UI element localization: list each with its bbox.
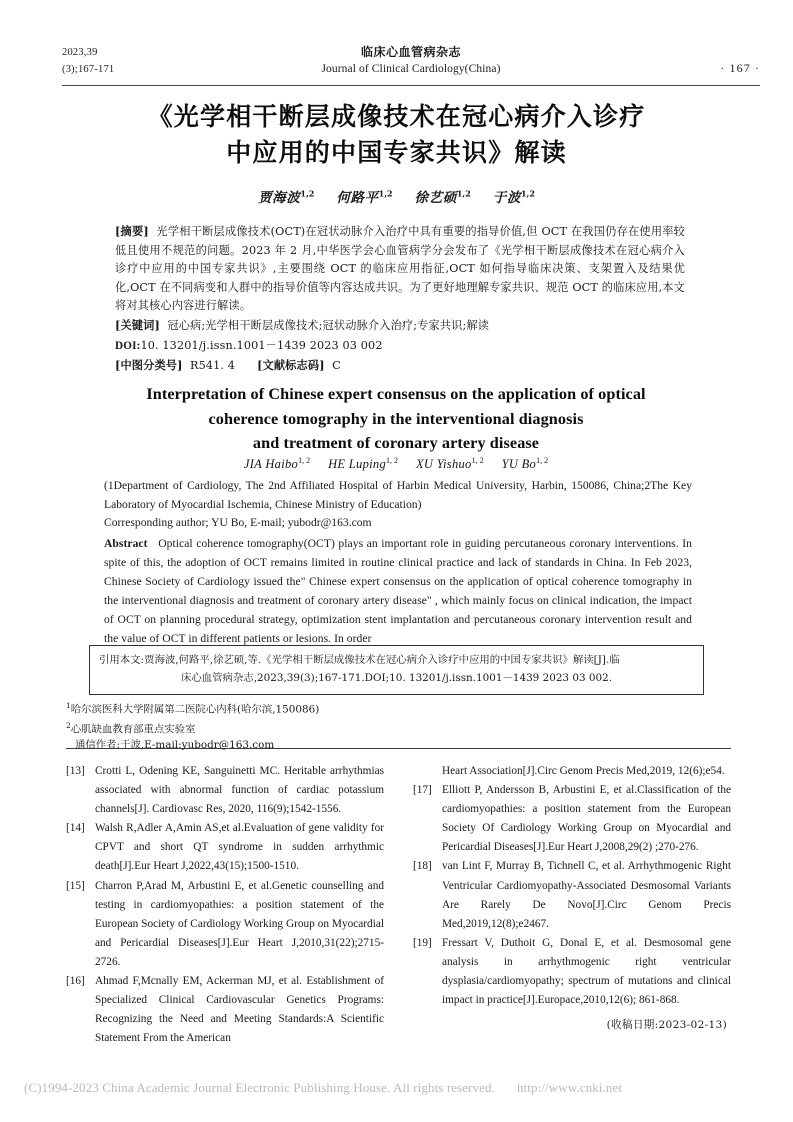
cnki-url: http://www.cnki.net — [517, 1080, 623, 1095]
title-cn-line-2: 中应用的中国专家共识》解读 — [226, 138, 567, 167]
page-number: · 167 · — [720, 61, 760, 75]
reference-number: [16] — [66, 975, 85, 988]
reference-text: Elliott P, Andersson B, Arbustini E, et al.Classification of the cardiomyopathies: a position statement from the European Society Of Cardiology Working Group on Myocardial and Pericardial Diseases[J].Eur Heart J,2008,29(2) ;270-276. — [442, 784, 731, 854]
abstract-cn — [115, 222, 685, 316]
reference-number: [14] — [66, 822, 85, 835]
reference-item-continued — [413, 762, 731, 781]
metadata-cn — [115, 316, 695, 376]
clc-label: [中图分类号] — [115, 358, 183, 372]
reference-number: [17] — [413, 784, 432, 797]
author-en: YU Bo$^{1, 2}$ — [501, 456, 549, 472]
journal-name-en: Journal of Clinical Cardiology(China) — [321, 63, 501, 75]
abstract-en-text: Optical coherence tomography(OCT) plays an important role in guiding percutaneous coronary interventions. In spite of this, the adoption of OCT remains limited in routine clinical practice and lack of standards in China. In Feb 2023, Chinese Society of Cardiology issued the" Chinese expert consensus on the application of optical coherence tomography in the interventional diagnosis and treatment of coronary artery disease" , which mainly focus on clinical indication, the impact of OCT on planning procedural strategy, optimization stent implantation and percutaneous coronary intervention result and the value of OCT in different patients or lesions. In order — [104, 537, 692, 645]
reference-text: Fressart V, Duthoit G, Donal E, et al. Desmosomal gene analysis in arrhythmogenic right ventricular dysplasia/cardiomyopathy; spectrum of mutations and clinical impact in practice[J].Europace,2010,12(6); 861-868. — [442, 936, 731, 1007]
author-list-cn — [70, 186, 723, 206]
reference-item — [66, 877, 384, 972]
footnote-divider — [66, 748, 731, 749]
citation-box — [89, 645, 704, 695]
doi-row — [115, 336, 695, 357]
page-title-en — [96, 382, 696, 456]
classification-row — [115, 356, 695, 376]
reference-text: Heart Association[J].Circ Genom Precis Med,2019, 12(6);e54. — [442, 765, 725, 777]
author-affil-marker: 1,2 — [520, 188, 535, 199]
abstract-cn-label: [摘要] — [115, 224, 149, 238]
journal-name-cn: 临床心血管病杂志 — [360, 45, 461, 59]
doc-code-label: [文献标志码] — [257, 358, 325, 372]
reference-number: [18] — [413, 860, 432, 873]
author-affil-marker: 1, 2 — [536, 456, 549, 465]
corresponding-author-en: Corresponding author; YU Bo, E-mail; yubodr@163.com — [104, 516, 372, 529]
author-cn: 贾海波$^{1,2}$ — [258, 188, 315, 206]
author-affil-marker: 1, 2 — [298, 456, 311, 465]
doc-code-value: C — [332, 359, 341, 372]
author-cn: 徐艺硕$^{1,2}$ — [414, 188, 471, 206]
header-divider — [62, 85, 760, 86]
footnote-corresponding: 通信作者:于波,E-mail:yubodr@163.com — [75, 739, 275, 752]
references-column-right — [413, 762, 731, 1035]
reference-item — [66, 762, 384, 819]
title-en-line-2: coherence tomography in the interventional diagnosis — [208, 409, 584, 428]
citation-line-2: 床心血管病杂志,2023,39(3);167-171.DOI;10. 13201/j.issn.1001－1439 2023 03 002. — [180, 671, 613, 684]
doi-value: 10. 13201/j.issn.1001－1439 2023 03 002 — [140, 338, 383, 352]
abstract-cn-text: 光学相干断层成像技术(OCT)在冠状动脉介入治疗中具有重要的指导价值,但 OCT 在我国仍存在使用率较低且使用不规范的问题。2023 年 2 月,中华医学会心血管病学分会发布了《光学相干断层成像技术在冠心病介入诊疗中应用的中国专家共识》,主要围绕 OCT 的临床应用指征,OCT 如何指导临床决策、支架置入及结果优化,OCT 在不同病变和人群中的指导价值等内容达成共识。为了更好地理解专家共识、规范 OCT 的临床应用,本文将对其核心内容进行解读。 — [115, 225, 686, 313]
title-cn-line-1: 《光学相干断层成像技术在冠心病介入诊疗 — [147, 102, 646, 131]
journal-name-block — [62, 44, 760, 78]
citation-line-1: 引用本文:贾海波,何路平,徐艺硕,等.《光学相干断层成像技术在冠心病介入诊疗中应用的中国专家共识》解读[J].临 — [99, 654, 620, 666]
reference-number: [15] — [66, 879, 85, 892]
footnote-affil-2: $^2$心肌缺血教育部重点实验室 — [66, 721, 196, 736]
abstract-en — [104, 535, 692, 648]
footnote-marker-1: 1 — [66, 701, 71, 710]
author-list-en — [96, 456, 696, 472]
reference-text: van Lint F, Murray B, Tichnell C, et al. Arrhythmogenic Right Ventricular Cardiomyopathy-Associated Desmosomal Variants Are Rarely De Novo[J].Circ Genom Precis Med,2019,12(8);e2467. — [442, 860, 731, 930]
affiliation-en: (1Department of Cardiology, The 2nd Affiliated Hospital of Harbin Medical University, Harbin, 150086, China;2The Key Laboratory of Myocardial Ischemia, Chinese Ministry of Education) — [104, 479, 692, 511]
keywords-cn-label: [关键词] — [115, 318, 160, 332]
reference-text: Ahmad F,Mcnally EM, Ackerman MJ, et al. Establishment of Specialized Clinical Cardiovascular Genetics Programs: Recognizing the Need and Meeting Standards:A Scientific Statement From the American — [95, 975, 384, 1045]
author-en: XU Yishuo$^{1, 2}$ — [416, 456, 484, 472]
references-column-left — [66, 762, 384, 1048]
copyright-text: (C)1994-2023 China Academic Journal Electronic Publishing House. All rights reserved. — [24, 1080, 495, 1095]
author-affil-marker: 1,2 — [378, 188, 393, 199]
reference-item — [413, 934, 731, 1010]
abstract-en-label: Abstract — [104, 537, 148, 550]
author-cn: 于波$^{1,2}$ — [492, 188, 535, 206]
author-affil-marker: 1, 2 — [386, 456, 398, 465]
keywords-cn-text: 冠心病;光学相干断层成像技术;冠状动脉介入治疗;专家共识;解读 — [167, 319, 490, 332]
title-en-line-1: Interpretation of Chinese expert consensus on the application of optical — [146, 385, 646, 403]
references-section — [66, 762, 731, 1062]
author-en: HE Luping$^{1, 2}$ — [328, 456, 398, 472]
footnote-affil-1: $^1$哈尔滨医科大学附属第二医院心内科(哈尔滨,150086) — [66, 701, 320, 716]
running-head — [62, 44, 760, 80]
author-affil-marker: 1,2 — [300, 188, 315, 199]
clc-value: R541. 4 — [190, 359, 236, 372]
reference-item — [66, 972, 384, 1048]
author-affil-marker: 1,2 — [456, 188, 471, 199]
received-date: (收稿日期:2023-02-13) — [606, 1019, 727, 1032]
reference-text: Charron P,Arad M, Arbustini E, et al.Genetic counselling and testing in cardiomyopathies: a position statement of the European Society of Cardiology Working Group on Myocardial and Pericardial Diseases[J].Eur Heart J,2010,31(22);2715-2726. — [95, 879, 384, 968]
author-affil-marker: 1, 2 — [471, 456, 484, 465]
volume-year: 2023,39 — [62, 47, 98, 58]
page-title-cn — [70, 99, 723, 171]
doi-label: DOI: — [115, 339, 141, 352]
author-en: JIA Haibo$^{1, 2}$ — [243, 456, 311, 472]
reference-text: Walsh R,Adler A,Amin AS,et al.Evaluation of gene validity for CPVT and short QT syndrome in sudden arrhythmic death[J].Eur Heart J,2022,43(15);1500-1510. — [95, 822, 384, 873]
reference-item — [413, 857, 731, 933]
keywords-cn-row — [115, 316, 695, 336]
reference-number: [13] — [66, 765, 85, 777]
copyright-footer — [24, 1080, 769, 1096]
footnote-block — [66, 698, 496, 754]
issue-pages: (3);167-171 — [62, 64, 115, 75]
reference-item — [66, 819, 384, 876]
author-cn: 何路平$^{1,2}$ — [336, 188, 393, 206]
title-en-line-3: and treatment of coronary artery disease — [252, 434, 540, 452]
reference-text: Crotti L, Odening KE, Sanguinetti MC. Heritable arrhythmias associated with abnormal function of cardiac potassium channels[J]. Cardiovasc Res, 2020, 116(9);1542-1556. — [95, 765, 384, 816]
footnote-marker-2: 2 — [66, 721, 71, 731]
reference-item — [413, 781, 731, 857]
reference-number: [19] — [413, 936, 432, 949]
